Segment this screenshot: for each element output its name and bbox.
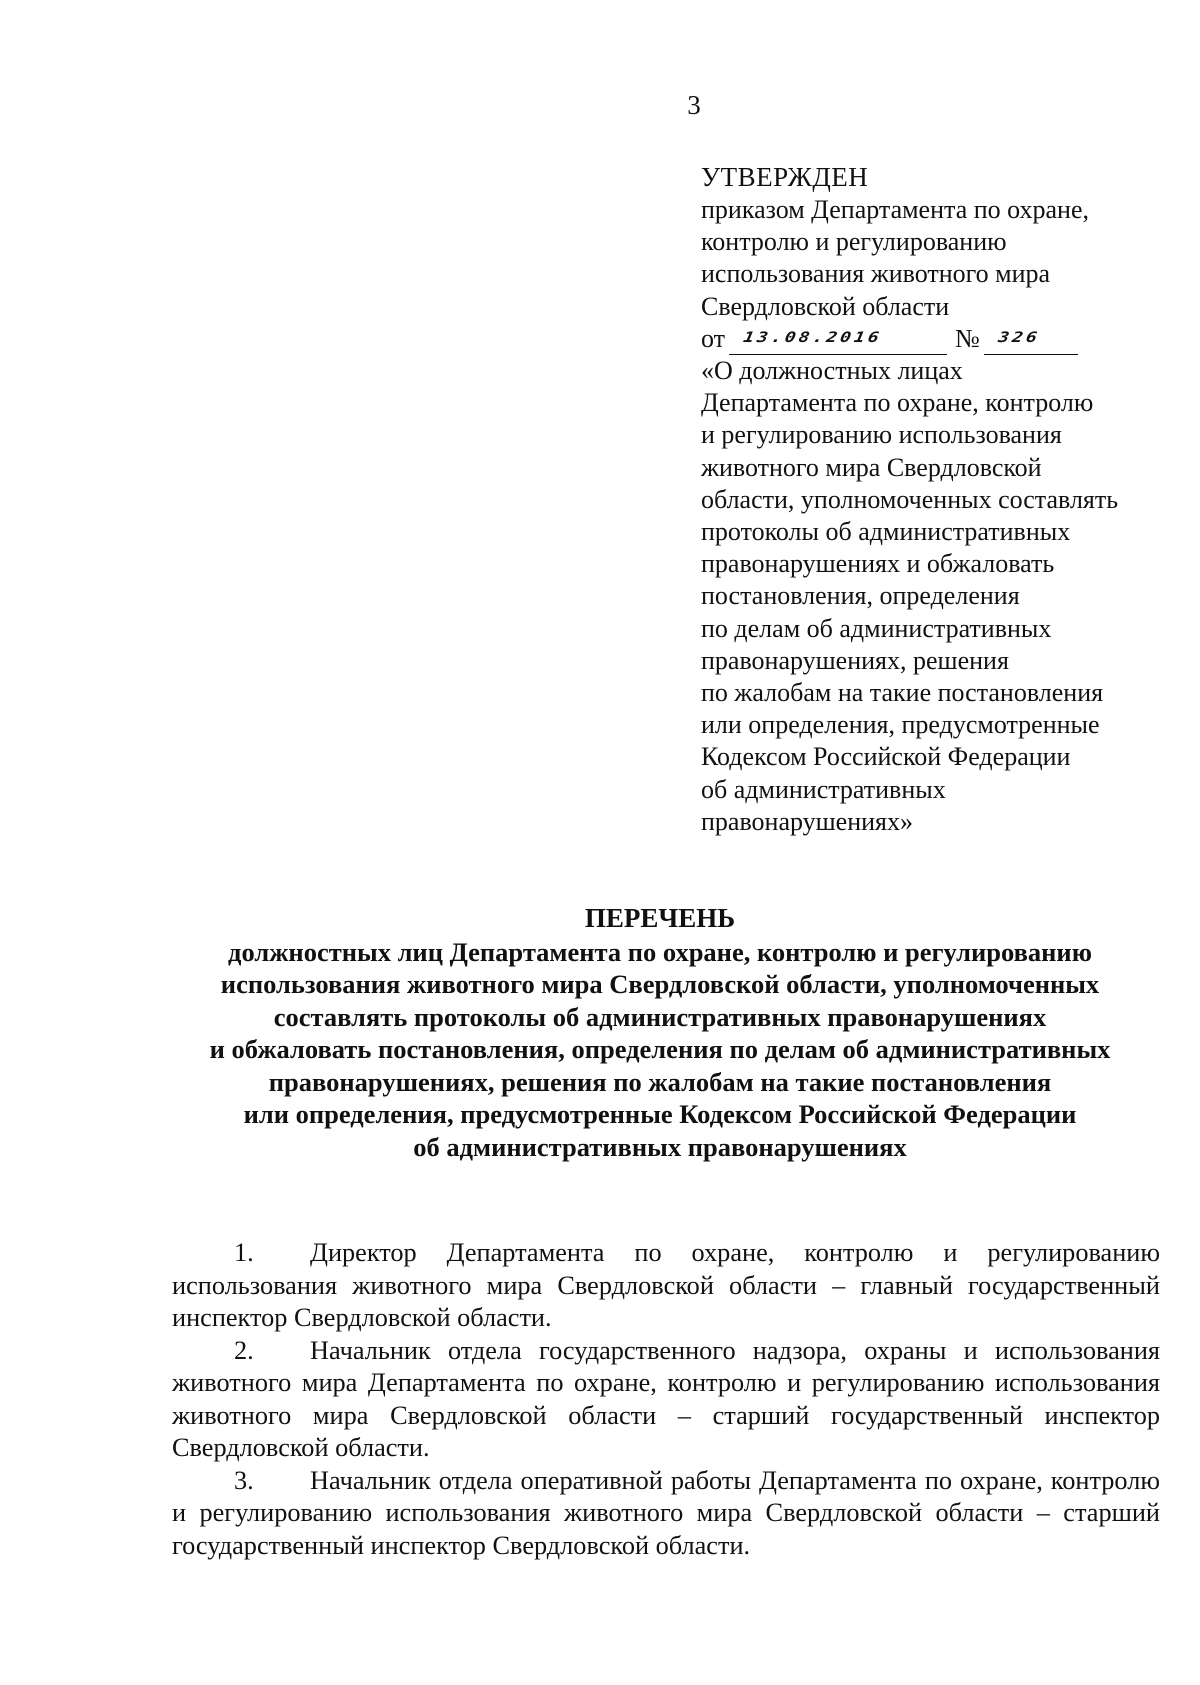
list-item-number: 2. (234, 1335, 254, 1365)
subject-line: Департамента по охране, контролю (701, 388, 1094, 418)
subject-line: об административных (701, 774, 946, 804)
approval-line: контролю и регулированию (701, 227, 1007, 257)
number-sign: № (955, 323, 980, 353)
list-item-number: 1. (234, 1238, 254, 1267)
approval-line: Свердловской области (701, 291, 950, 321)
list-item-text: Начальник отдела государственного надзора, охраны и использования животного мира Департамента по охране, контролю и регулированию использования животного мира Свердловской области – старший государственный инспектор Свердловской области. (172, 1335, 1160, 1462)
title-heading: ПЕРЕЧЕНЬ (584, 903, 736, 933)
list-item-number: 3. (234, 1465, 254, 1495)
subject-line: постановления, определения (701, 581, 1020, 611)
subject-line: области, уполномоченных составлять (701, 484, 1119, 514)
subject-line: и регулированию использования (701, 420, 1062, 450)
handwritten-number: 326 (996, 329, 1042, 347)
title-line: и обжаловать постановления, определения по делам об административных (209, 1034, 1111, 1064)
list-item-text: Директор Департамента по охране, контролю и регулированию использования животного мира Свердловской области – главный государственный инспектор Свердловской области. (172, 1238, 1160, 1332)
date-field (729, 326, 947, 355)
title-line: использования животного мира Свердловской области, уполномоченных (220, 969, 1100, 999)
subject-line: правонарушениях и обжаловать (701, 549, 1055, 579)
document-title (150, 902, 1170, 1163)
subject-line: Кодексом Российской Федерации (701, 742, 1071, 772)
subject-line: по жалобам на такие постановления (701, 678, 1104, 708)
subject-line: правонарушениях» (701, 806, 914, 836)
list-item (172, 1335, 1160, 1465)
subject-line: протоколы об административных (701, 517, 1071, 547)
title-line: правонарушениях, решения по жалобам на такие постановления (268, 1066, 1052, 1097)
list-item (172, 1237, 1160, 1335)
page-number: 3 (687, 90, 701, 120)
title-line: составлять протоколы об административных правонарушениях (273, 1001, 1047, 1032)
list-item-text: Начальник отдела оперативной работы Департамента по охране, контролю и регулированию использования животного мира Свердловской области – старший государственный инспектор Свердловской области. (172, 1465, 1160, 1560)
handwritten-date: 13.08.2016 (741, 329, 884, 347)
number-field (984, 326, 1078, 355)
list-item (172, 1465, 1160, 1563)
subject-line: животного мира Свердловской (701, 452, 1042, 482)
date-prefix: от (701, 323, 726, 353)
title-line: должностных лиц Департамента по охране, контролю и регулированию (228, 936, 1092, 967)
approval-block (701, 160, 1171, 838)
date-number-row (701, 323, 1171, 355)
official-list (172, 1237, 1160, 1562)
approval-title: УТВЕРЖДЕН (701, 162, 869, 192)
subject-line: или определения, предусмотренные (701, 710, 1100, 740)
subject-line: правонарушениях, решения (701, 645, 1009, 675)
title-line: об административных правонарушениях (413, 1131, 907, 1162)
subject-line: «О должностных лицах (701, 356, 963, 386)
subject-line: по делам об административных (701, 613, 1052, 643)
title-line: или определения, предусмотренные Кодексом Российской Федерации (243, 1099, 1077, 1129)
approval-line: приказом Департамента по охране, (701, 195, 1089, 224)
approval-line: использования животного мира (701, 259, 1051, 289)
